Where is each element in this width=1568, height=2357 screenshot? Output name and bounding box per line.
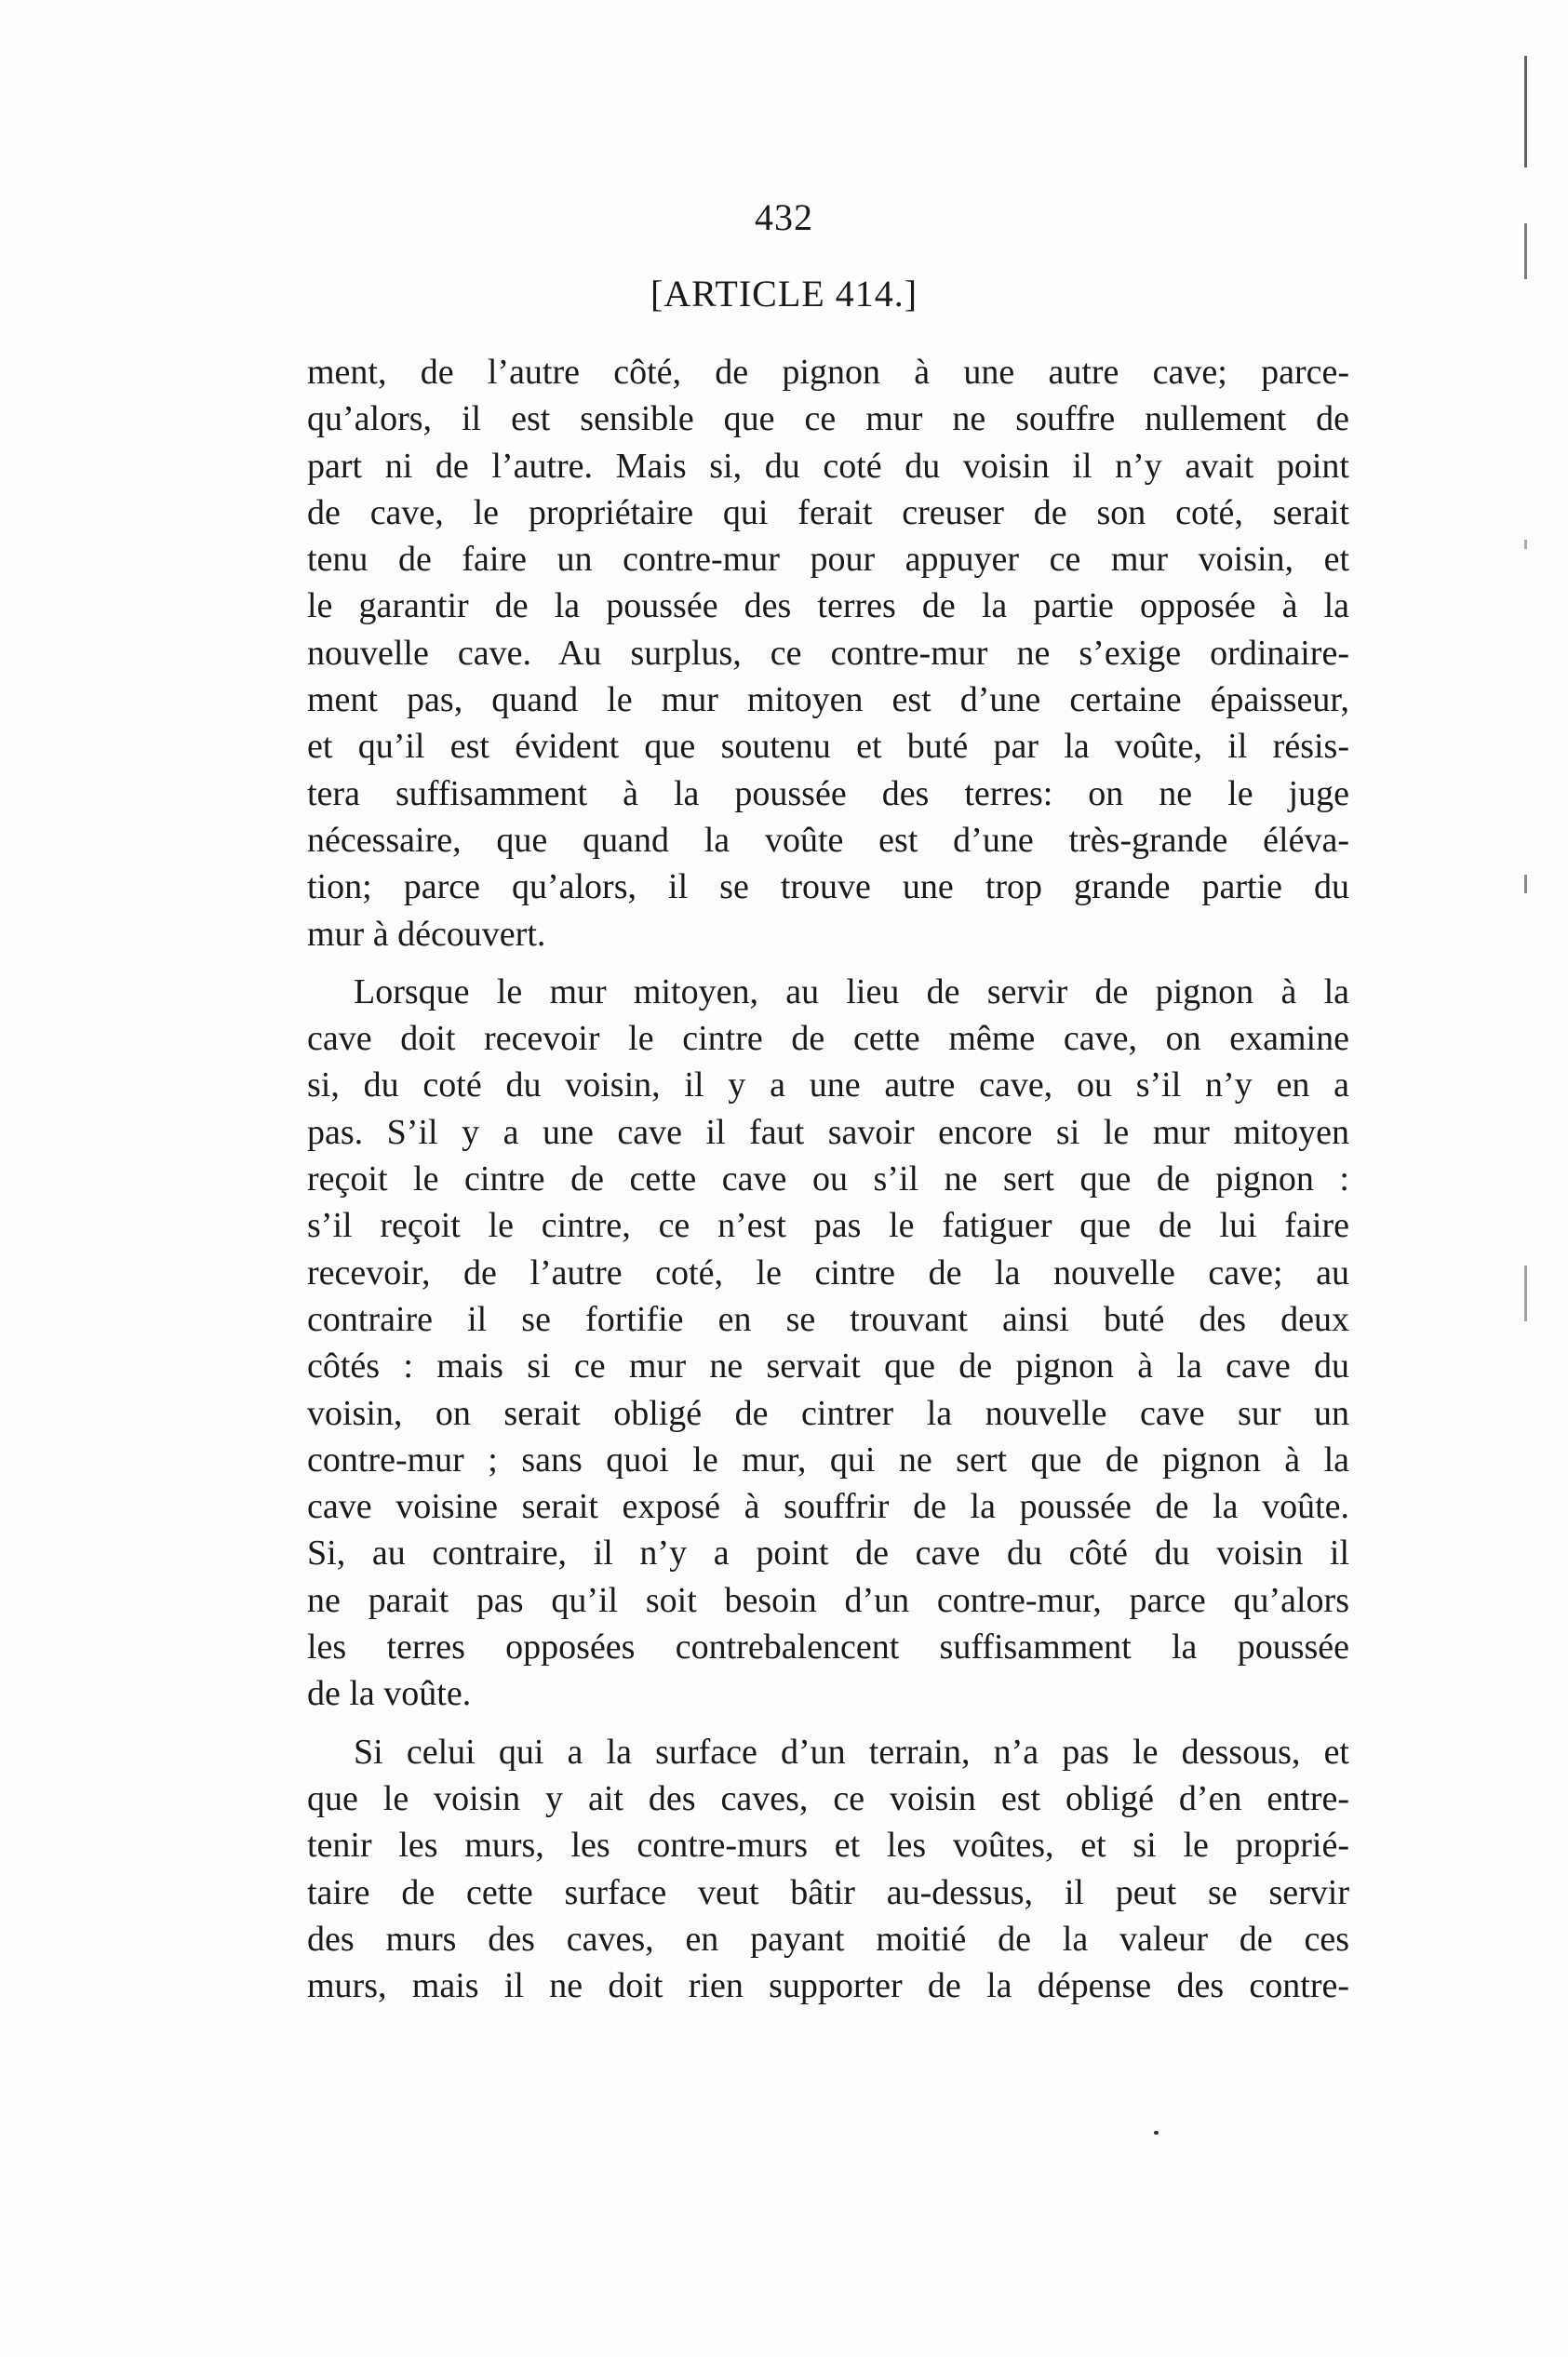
text-line: tion; parce qu’alors, il se trouve une trop grande partie du — [307, 867, 1349, 907]
body-text — [307, 349, 1349, 2009]
text-line: et qu’il est évident que soutenu et buté par la voûte, il résis- — [307, 727, 1349, 767]
text-line: tenir les murs, les contre-murs et les voûtes, et si le proprié- — [307, 1826, 1349, 1866]
text-line: ment, de l’autre côté, de pignon à une autre cave; parce- — [307, 353, 1349, 392]
text-line: Si, au contraire, il n’y a point de cave du côté du voisin il — [307, 1533, 1349, 1574]
text-line: si, du coté du voisin, il y a une autre cave, ou s’il n’y en a — [307, 1065, 1349, 1105]
text-line: contraire il se fortifie en se trouvant ainsi buté des deux — [307, 1299, 1349, 1339]
text-line: de cave, le propriétaire qui ferait creuser de son coté, serait — [307, 492, 1349, 532]
text-line: côtés : mais si ce mur ne servait que de pignon à la cave du — [307, 1346, 1349, 1386]
text-line: cave doit recevoir le cintre de cette même cave, on examine — [307, 1019, 1349, 1059]
text-line: reçoit le cintre de cette cave ou s’il ne sert que de pignon : — [307, 1159, 1349, 1199]
text-line: Si celui qui a la surface d’un terrain, n’a pas le dessous, et — [354, 1732, 1349, 1772]
text-line: voisin, on serait obligé de cintrer la nouvelle cave sur un — [307, 1393, 1349, 1433]
page-number: 432 — [755, 196, 813, 238]
text-line: les terres opposées contrebalencent suffisamment la poussée — [307, 1627, 1349, 1667]
text-line: contre-mur ; sans quoi le mur, qui ne sert que de pignon à la — [307, 1440, 1349, 1480]
text-line: qu’alors, il est sensible que ce mur ne souffre nullement de — [307, 399, 1349, 439]
text-line: taire de cette surface veut bâtir au-dessus, il peut se servir — [307, 1872, 1349, 1912]
text-line: ne parait pas qu’il soit besoin d’un contre-mur, parce qu’alors — [307, 1580, 1349, 1620]
text-line: ment pas, quand le mur mitoyen est d’une certaine épaisseur, — [307, 680, 1349, 720]
text-line: s’il reçoit le cintre, ce n’est pas le fatiguer que de lui faire — [307, 1206, 1349, 1246]
scan-edge-shadow — [1524, 56, 1527, 2010]
text-line: des murs des caves, en payant moitié de la valeur de ces — [307, 1919, 1349, 1959]
article-heading: [ARTICLE 414.] — [650, 273, 918, 315]
text-line: recevoir, de l’autre coté, le cintre de la nouvelle cave; au — [307, 1252, 1349, 1292]
text-line: tenu de faire un contre-mur pour appuyer ce mur voisin, et — [307, 540, 1349, 580]
paragraph-gap — [307, 1718, 1349, 1729]
ink-speck — [1154, 2131, 1159, 2135]
text-line: que le voisin y ait des caves, ce voisin est obligé d’en entre- — [307, 1778, 1349, 1818]
text-line: cave voisine serait exposé à souffrir de la poussée de la voûte. — [307, 1487, 1349, 1527]
text-line: le garantir de la poussée des terres de la partie opposée à la — [307, 586, 1349, 626]
text-line: Lorsque le mur mitoyen, au lieu de servir de pignon à la — [354, 971, 1349, 1011]
text-line: tera suffisamment à la poussée des terres: on ne le juge — [307, 773, 1349, 813]
text-line: murs, mais il ne doit rien supporter de la dépense des contre- — [307, 1966, 1349, 2006]
text-line: de la voûte. — [307, 1674, 472, 1714]
paragraph-gap — [307, 958, 1349, 969]
text-line: nécessaire, que quand la voûte est d’une très-grande éléva- — [307, 820, 1349, 860]
text-line: nouvelle cave. Au surplus, ce contre-mur ne s’exige ordinaire- — [307, 633, 1349, 673]
text-line: mur à découvert. — [307, 914, 546, 954]
text-line: part ni de l’autre. Mais si, du coté du voisin il n’y avait point — [307, 446, 1349, 486]
text-line: pas. S’il y a une cave il faut savoir encore si le mur mitoyen — [307, 1112, 1349, 1152]
